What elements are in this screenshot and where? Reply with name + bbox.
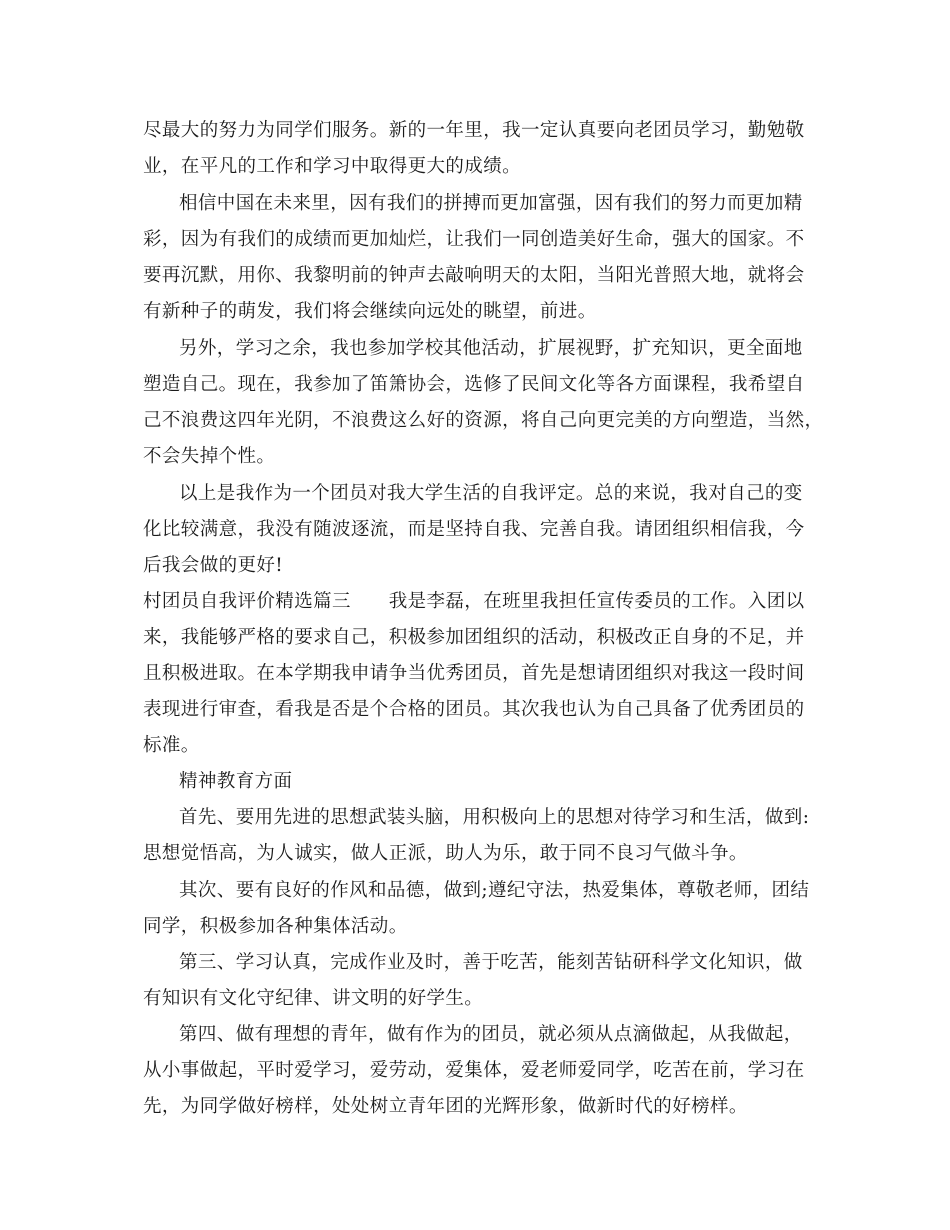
text-line: 且积极进取。在本学期我申请争当优秀团员，首先是想请团组织对我这一段时间 — [143, 663, 805, 684]
text-line: 尽最大的努力为同学们服务。新的一年里，我一定认真要向老团员学习，勤勉敬 — [143, 120, 805, 141]
section-heading-line: 村团员自我评价精选篇三 我是李磊，在班里我担任宣传委员的工作。入团以 — [143, 591, 805, 612]
paragraph-start: 以上是我作为一个团员对我大学生活的自我评定。总的来说，我对自己的变 — [179, 483, 803, 504]
text-line: 来，我能够严格的要求自己，积极参加团组织的活动，积极改正自身的不足，并 — [143, 627, 805, 648]
paragraph-start: 另外，学习之余，我也参加学校其他活动，扩展视野，扩充知识，更全面地 — [179, 338, 803, 359]
text-line: 彩，因为有我们的成绩而更加灿烂，让我们一同创造美好生命，强大的国家。不 — [143, 229, 805, 250]
text-line: 从小事做起，平时爱学习，爱劳动，爱集体，爱老师爱同学，吃苦在前，学习在 — [143, 1060, 805, 1081]
subheading: 精神教育方面 — [179, 771, 293, 792]
text-line: 不会失掉个性。 — [143, 446, 276, 467]
text-line: 有知识有文化守纪律、讲文明的好学生。 — [143, 988, 484, 1009]
paragraph-start: 第四、做有理想的青年，做有作为的团员，就必须从点滴做起，从我做起， — [179, 1024, 803, 1045]
paragraph-start: 第三、学习认真，完成作业及时，善于吃苦，能刻苦钻研科学文化知识，做 — [179, 952, 803, 973]
text-line: 化比较满意，我没有随波逐流，而是坚持自我、完善自我。请团组织相信我，今 — [143, 519, 805, 540]
text-line: 先，为同学做好榜样，处处树立青年团的光辉形象，做新时代的好榜样。 — [143, 1096, 748, 1117]
paragraph-start: 首先、要用先进的思想武装头脑，用积极向上的思想对待学习和生活，做到: — [179, 807, 810, 828]
text-line: 后我会做的更好! — [143, 555, 284, 576]
text-line: 己不浪费这四年光阴，不浪费这么好的资源，将自己向更完美的方向塑造，当然， — [143, 410, 824, 431]
paragraph-start: 相信中国在未来里，因有我们的拼搏而更加富强，因有我们的努力而更加精 — [179, 193, 803, 214]
text-line: 要再沉默，用你、我黎明前的钟声去敲响明天的太阳，当阳光普照大地，就将会 — [143, 265, 805, 286]
text-line: 标准。 — [143, 735, 200, 756]
text-line: 塑造自己。现在，我参加了笛箫协会，选修了民间文化等各方面课程，我希望自 — [143, 374, 805, 395]
text-line: 表现进行审查，看我是否是个合格的团员。其次我也认为自己具备了优秀团员的 — [143, 699, 805, 720]
text-line: 有新种子的萌发，我们将会继续向远处的眺望，前进。 — [143, 301, 597, 322]
text-line: 思想觉悟高，为人诚实，做人正派，助人为乐，敢于同不良习气做斗争。 — [143, 843, 748, 864]
text-line: 业，在平凡的工作和学习中取得更大的成绩。 — [143, 156, 522, 177]
text-line: 同学，积极参加各种集体活动。 — [143, 916, 408, 937]
paragraph-start: 其次、要有良好的作风和品德，做到;遵纪守法，热爱集体，尊敬老师，团结 — [179, 880, 810, 901]
